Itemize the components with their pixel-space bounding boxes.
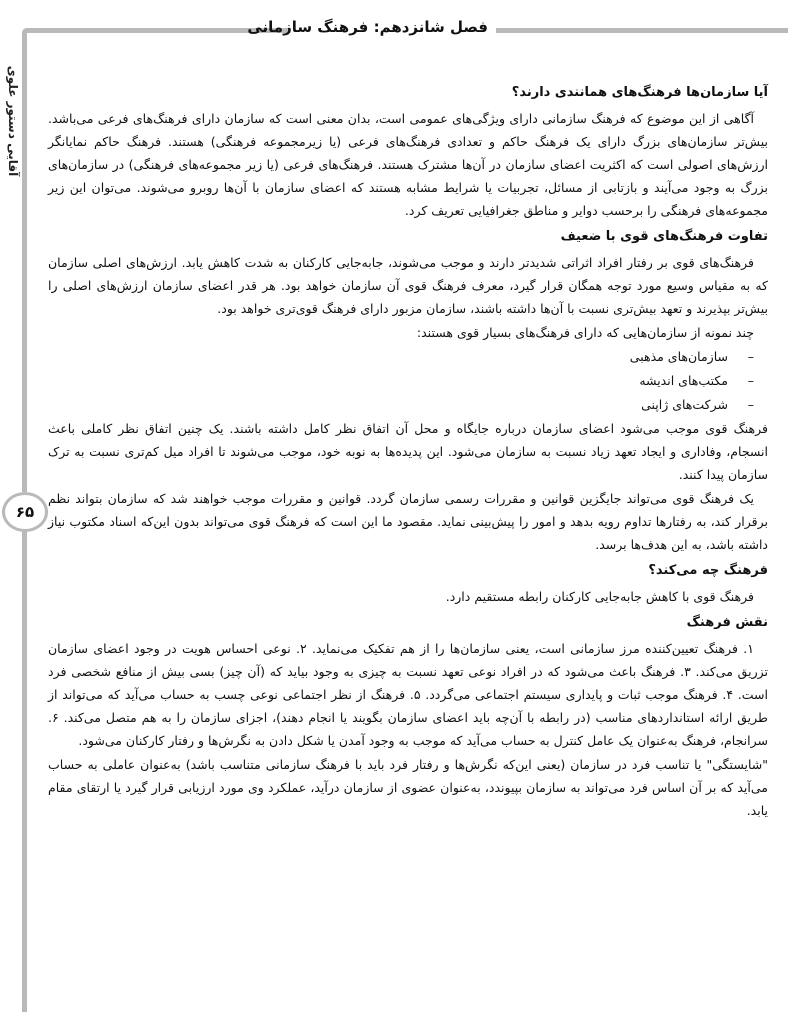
- dash-bullet: –: [747, 397, 754, 412]
- paragraph: فرهنگ قوی موجب می‌شود اعضای سازمان درباره جایگاه و محل آن اتفاق نظر کامل داشته باشند. یک چنین اتفاق نظر کاملی باعث انسجام، وفاداری و ایجاد تعهد زیاد نسبت به سازمان می‌شود. این پدیده‌ها به نوبه خود، موجب می‌شوند تا افراد میل کم‌تری نسبت به ترک سازمان پیدا کنند.: [48, 421, 768, 482]
- list-item: [48, 393, 754, 417]
- chapter-title: فصل شانزدهم: فرهنگ سازمانی: [290, 18, 496, 36]
- strong-culture-examples-list: [48, 345, 768, 417]
- section-strong-weak-cultures: [48, 226, 768, 556]
- section-heading: فرهنگ چه می‌کند؟: [648, 563, 768, 578]
- section-role-of-culture: [48, 612, 768, 822]
- list-item-text: سازمان‌های مذهبی: [629, 349, 728, 364]
- side-author-label: [3, 56, 23, 186]
- section-what-culture-does: [48, 560, 768, 608]
- paragraph: فرهنگ قوی با کاهش جابه‌جایی کارکنان رابطه مستقیم دارد.: [445, 589, 754, 604]
- section-heading: تفاوت فرهنگ‌های قوی با ضعیف: [560, 229, 768, 244]
- paragraph: آگاهی از این موضوع که فرهنگ سازمانی دارای ویژگی‌های عمومی است، بدان معنی است که سازمان دارای فرهنگ‌های فرعی می‌باشد. بیش‌تر سازمان‌های بزرگ دارای یک فرهنگ حاکم و تعدادی فرهنگ‌های فرعی (یا زیرمجموعه فرهنگی) هستند. فرهنگ حاکم نمایانگر ارزش‌های اصولی است که اکثریت اعضای سازمان در آن‌ها مشترک هستند. فرهنگ‌های فرعی (یا زیر مجموعه‌های فرهنگی) در سازمان‌های بزرگ به وجود می‌آیند و بازتابی از مسائل، تجربیات یا شرایط مشابه هستند که اعضای سازمان با آن‌ها روبرو می‌شوند. می‌توان این زیر مجموعه‌های فرهنگی را برحسب دوایر و مناطق جغرافیایی تعریف کرد.: [48, 111, 768, 218]
- paragraph: فرهنگ‌های قوی بر رفتار افراد اثراتی شدیدتر دارند و موجب می‌شوند، جابه‌جایی کارکنان به شدت کاهش یابد. ارزش‌های اصلی سازمان که به مقیاس وسیع مورد توجه همگان قرار گیرد، معرف فرهنگ قوی آن سازمان خواهد بود. هر قدر اعضای سازمان ارزش‌های اصلی را بیش‌تر بپذیرند و تعهد بیش‌تری نسبت با آن‌ها داشته باشند، سازمان مزبور دارای فرهنگ قوی‌تری خواهد بود.: [48, 255, 768, 316]
- list-item-text: مکتب‌های اندیشه: [639, 373, 728, 388]
- paragraph: ۱. فرهنگ تعیین‌کننده مرز سازمانی است، یعنی سازمان‌ها را از هم تفکیک می‌نماید. ۲. نوعی احساس هویت در وجود اعضای سازمان تزریق می‌کند. ۳. فرهنگ باعث می‌شود که در افراد نوعی تعهد نسبت به چیزی به وجود بیاید که (آن چیز) بسی بیش از منافع شخصی فرد است. ۴. فرهنگ موجب ثبات و پایداری سیستم اجتماعی می‌گردد. ۵. فرهنگ از نظر اجتماعی نوعی چسب به حساب می‌آید که می‌تواند از طریق ارائه استانداردهای مناسب (در رابطه با آن‌چه باید اعضای سازمان بگویند یا انجام دهند)، اجزای سازمان را به هم متصل می‌کند. ۶. سرانجام، فرهنگ به‌عنوان یک عامل کنترل به حساب می‌آید که موجب به وجود آمدن یا شکل دادن به نگرش‌ها و رفتار کارکنان می‌شود.: [48, 641, 768, 748]
- dash-bullet: –: [747, 349, 754, 364]
- section-heading: آیا سازمان‌ها فرهنگ‌های همانندی دارند؟: [511, 85, 768, 100]
- page-frame-left-lower: [22, 530, 27, 1012]
- section-similar-cultures: [48, 82, 768, 222]
- paragraph: چند نمونه از سازمان‌هایی که دارای فرهنگ‌های بسیار قوی هستند:: [416, 325, 754, 340]
- section-heading: نقش فرهنگ: [686, 615, 768, 630]
- paragraph: "شایستگی" یا تناسب فرد در سازمان (یعنی این‌که نگرش‌ها و رفتار فرد باید با فرهنگ سازمانی متناسب باشد) به‌عنوان عاملی به حساب می‌آید که بر آن اساس فرد می‌تواند به سازمان بپیوندد، به‌عنوان عضوی از سازمان درآید، عملکرد وی مورد ارزیابی قرار گیرد یا ارتقای مقام یابد.: [48, 757, 768, 818]
- dash-bullet: –: [747, 373, 754, 388]
- author-name: آقایی دستور علوی: [5, 65, 20, 177]
- page-content: [48, 78, 768, 823]
- page-number: ۶۵: [2, 492, 48, 532]
- list-item: [48, 345, 754, 369]
- paragraph: یک فرهنگ قوی می‌تواند جایگزین قوانین و مقررات رسمی سازمان گردد. قوانین و مقررات موجب خواهند شد که سازمان بتواند نظم برقرار کند، به رفتارها تداوم رویه بدهد و امور را پیش‌بینی نماید. مقصود ما این است که فرهنگ قوی می‌تواند بدون این‌که اسناد مکتوب نیاز داشته باشد، به این هدف‌ها برسد.: [48, 491, 768, 552]
- list-item: [48, 369, 754, 393]
- list-item-text: شرکت‌های ژاپنی: [641, 397, 728, 412]
